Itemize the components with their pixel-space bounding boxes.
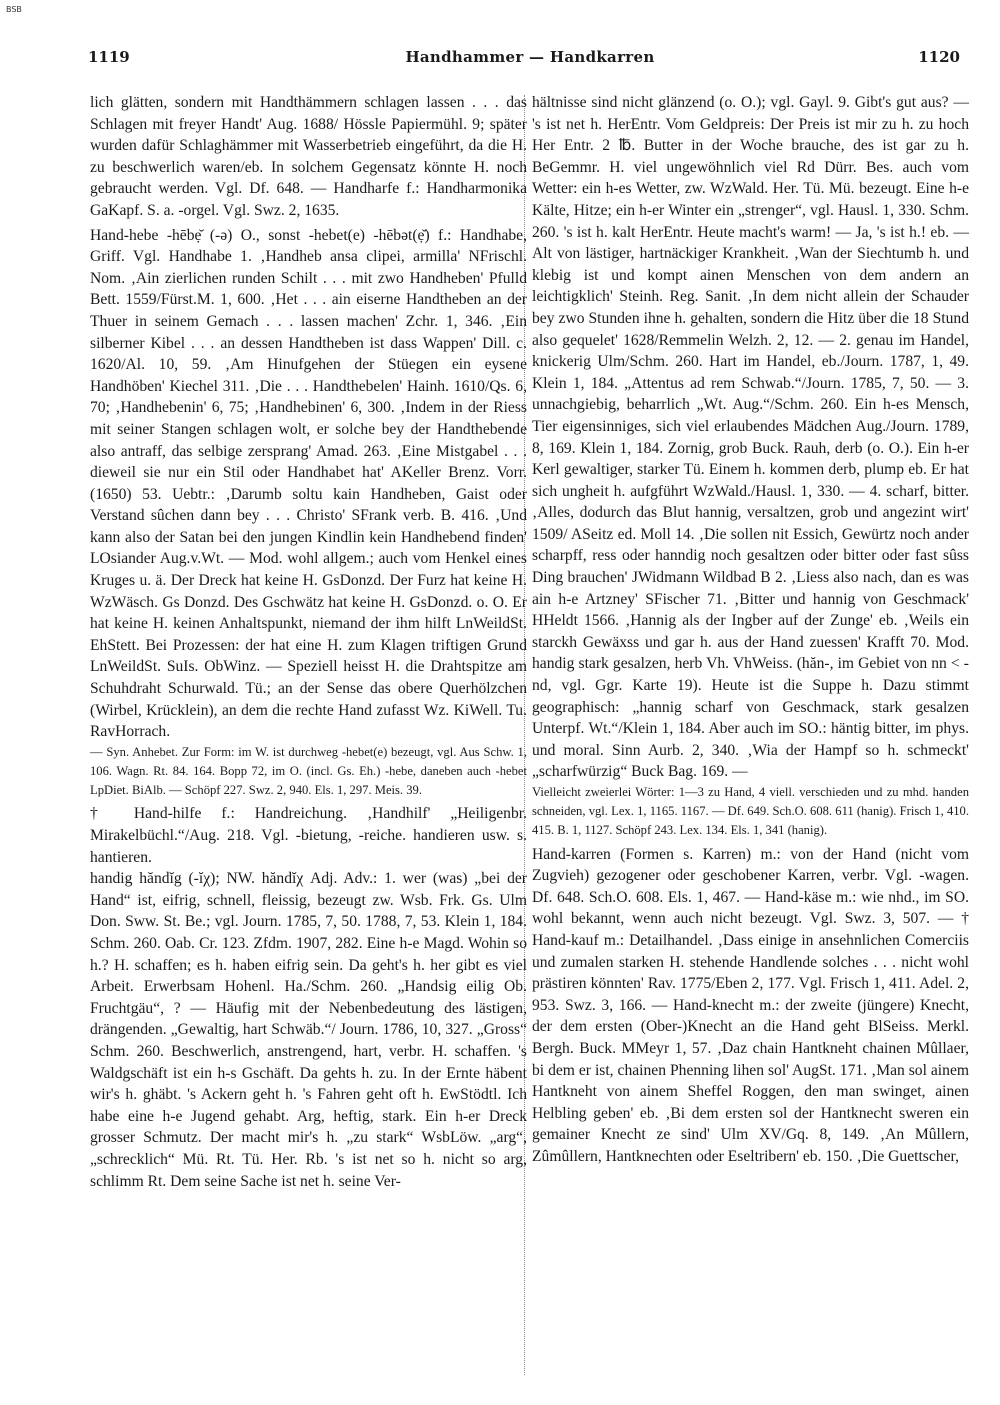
entry-hand-hilfe: † Hand-hilfe f.: Handreichung. ‚Handhilf' „Heiligenbr. Mirakelbüchl.“/Aug. 218. Vgl. -bietung, -reiche. handieren usw. s. hantieren.	[90, 805, 527, 866]
paragraph-handhammer-continued: lich glätten, sondern mit Handthämmern schlagen lassen . . . das Schlagen mit freyer Handt' Aug. 1688/ Hössle Papiermühl. 9; später wurden dafür Schlaghämmer mit Wasserbetrieb eingeführt, da die H. zu beschwerlich waren/eb. In solchem Gegensatz könnte H. noch gebraucht werden. Vgl. Df. 648. — Handharfe f.: Handharmonika GaKapf. S. a. -orgel. Vgl. Swz. 2, 1635.	[90, 94, 527, 219]
entry-hand-hebe: Hand-hebe -hēbẹ̆ (-ə) O., sonst -hebet(e) -hēbət(ẹ̆) f.: Handhabe, Griff. Vgl. Handhabe 1. ‚Handheb ansa clipei, armilla' NFrischl. Nom. ‚Ain zierlichen runden Schilt . . . mit zwo Handheben' Pfulld Bett. 1559/Fürst.M. 1, 600. ‚Het . . . ain eiserne Handtheben an der Thuer in seinem Gemach . . . lassen machen' Zchr. 1, 346. ‚Ein silberner Kibel . . . an dessen Handtheben ist dass Wappen' Dill. c. 1620/Al. 10, 59. ‚Am Hinufgehen der Stüegen ein eysene Handhöben' Kiechel 311. ‚Die . . . Handthebelen' Hainh. 1610/Qs. 6, 70; ‚Handhebenin' 6, 75; ‚Handhebinen' 6, 300. ‚Indem in der Riess mit seiner Stangen schlagen wolt, er solche bey der Handthebende also antraff, das selbige zersprang' Amad. 263. ‚Eine Mistgabel . . . dieweil sie nur ein Stil oder Handhabet hat' AKeller Brenz. Vorr. (1650) 53. Uebtr.: ‚Darumb soltu kain Handheben, Gaist oder Verstand sûchen dann bey . . . Christo' SFrank verb. B. 416. ‚Und kann also der Satan bei den jungen Kindlin kein Handhebend finden' LOsiander Aug.v.Wt. — Mod. wohl allgem.; auch vom Henkel eines Kruges u. ä. Der Dreck hat keine H. GsDonzd. Der Furz hat keine H. WzWäsch. Gs Donzd. Des Gschwätz hat keine H. GsDonzd. o. O. Er hat keine H. keinen Anhaltspunkt, niemand der ihm hilft LnWeildSt. EhStett. Bei Prozessen: der hat eine H. zum Klagen triftigen Grund LnWeildSt. SuIs. ObWinz. — Speziell heisst H. die Drahtspitze am Schuhdraht Schurwald. Tü.; an der Sense das obere Querhölzchen (Wirbel, Krücklein), an dem die rechte Hand zufasst Wz. KiWell. Tu. RavHorrach.	[90, 226, 527, 741]
left-page-number: 1119	[88, 48, 130, 66]
paragraph-handig-continued: hältnisse sind nicht glänzend (o. O.); vgl. Gayl. 9. Gibt's gut aus? — 's ist net h. HerEntr. Vom Geldpreis: Der Preis ist mir zu h. zu hoch Her Entr. 2 ℔. Butter in der Woche brauche, des ist gar zu h. BeGemmr. H. viel ungewöhnlich viel Rd Dürr. Bes. auch vom Wetter: ein h-es Wetter, zw. WzWald. Her. Tü. Mü. bezeugt. Eine h-e Kälte, Hitze; ein h-er Winter ein „strenger“, vgl. Hausl. 1, 330. Schm. 260. 's ist h. kalt HerEntr. Heute macht's warm! — Ja, 's ist h.! eb. — Alt von lästiger, hartnäckiger Krankheit. ‚Wan der Siechtumb h. und klebig ist und kompt ainen Menschen von dem andern an leichtigklich' Steinh. Reg. Sanit. ‚In dem nicht allein der Schauder bey zwo Stunden ihne h. gehalten, sondern die Hitz über die 18 Stund also gequelet' 1628/Remmelin Welzh. 2, 12. — 2. genau im Handel, knickerig Ulm/Schm. 260. Hart im Handel, eb./Journ. 1787, 1, 49. Klein 1, 184. „Attentus ad rem Schwab.“/Journ. 1785, 7, 50. — 3. unnachgiebig, beharrlich „Wt. Aug.“/Schm. 260. Ein h-es Mensch, Tier eigensinniges, sich viel erlaubendes Mädchen Aug./Journ. 1789, 8, 169. Klein 1, 184. Zornig, grob Buck. Rauh, derb (o. O.). Ein h-er Kerl gewaltiger, starker Tü. Einem h. kommen derb, plump eb. Er hat sich ungheit h. aufgführt WzWald./Hausl. 1, 330. — 4. scharf, bitter. ‚Alles, dodurch das Blut hannig, versaltzen, grob und angezint wirt' 1509/ ASeitz ed. Moll 14. ‚Die sollen nit Essich, Gewürtz noch ander scharpff, ress oder hanndig noch gesaltzen oder bitter oder fast sûss Ding brauchen' JWidmann Wildbad B 2. ‚Liess also nach, dan es was ain h-e Artzney' SFischer 71. ‚Bitter und hannig von Geschmack' HHeldt 1566. ‚Hannig als der Ingber auf der Zunge' eb. ‚Weils ein starckh Gewäxss und gar h. aus der Hand zuessen' Krafft 70. Mod. handig stark gesalzen, herb Vh. VhWeiss. (hăn-, im Gebiet von nn < -nd, vgl. Ggr. Karte 19). Heute ist die Suppe h. Dazu stimmt geographisch: „hannig scharf von Geschmack, stark gesalzen Unterpf. Wt.“/Klein 1, 184. Aber auch im SO.: häntig bitter, im phys. und moral. Sinn Aurb. 2, 340. ‚Wia der Hampf so h. schmeckt' „scharfwürzig“ Buck Bag. 169. —	[532, 94, 969, 781]
note-handig-etymology: Vielleicht zweierlei Wörter: 1—3 zu Hand, 4 viell. verschieden und zu mhd. handen schneiden, vgl. Lex. 1, 1165. 1167. — Df. 649. Sch.O. 608. 611 (hanig). Frisch 1, 410. 415. B. 1, 1127. Schöpf 243. Lex. 134. Els. 1, 341 (hanig).	[532, 785, 969, 838]
entry-handig: handig hăndĭg (-ĭχ); NW. hăndĭχ Adj. Adv.: 1. wer (was) „bei der Hand“ ist, eifrig, schnell, fleissig, bezeugt zw. Wsb. Frk. Gs. Ulm Don. Sww. St. Be.; vgl. Journ. 1785, 7, 50. 1788, 7, 53. Klein 1, 184. Schm. 260. Oab. Cr. 123. Zfdm. 1907, 282. Eine h-e Magd. Wohin so h.? H. schaffen; es h. haben eifrig sein. Da geht's h. her gibt es viel Arbeit. Erwerbsam Hohenl. Ha./Schm. 260. „Handsig eilig Ob. Fruchtgäu“, ? — Häufig mit der Nebenbedeutung des lästigen, drängenden. „Gewaltig, hart Schwäb.“/ Journ. 1786, 10, 327. „Gross“ Schm. 260. Beschwerlich, anstrengend, hart, verbr. H. schaffen. 's Waldgschäft ist ein h-s Gschäft. Da gehts h. zu. In der Ernte häbent wir's h. ghäbt. 's Ackern geht h. 's Fahren geht oft h. EwStödtl. Ich habe eine h-e Jugend gehabt. Arg, heftig, stark. Ein h-er Dreck grosser Schmutz. Der macht mir's h. „zu stark“ WsbLöw. „arg“, „schrecklich“ Mü. Rt. Tü. Her. Rb. 's ist net so h. nicht so arg, schlimm Rt. Dem seine Sache ist net h. seine Ver-	[90, 870, 527, 1190]
note-hand-hebe-syn: — Syn. Anhebet. Zur Form: im W. ist durchweg -hebet(e) bezeugt, vgl. Aus Schw. 1, 106. Wagn. Rt. 84. 164. Bopp 72, im O. (incl. Gs. Eh.) -hebe, daneben auch -hebet LpDiet. BiAlb. — Schöpf 227. Swz. 2, 940. Els. 1, 297. Meis. 39.	[90, 744, 527, 798]
left-column	[90, 92, 527, 1192]
right-column	[532, 92, 969, 1168]
entry-hand-karren: Hand-karren (Formen s. Karren) m.: von der Hand (nicht vom Zugvieh) gezogener oder geschobener Karren, verbr. Vgl. -wagen. Df. 648. Sch.O. 608. Els. 1, 467. — Hand-käse m.: wie nhd., im SO. wohl bekannt, wenn auch nicht bezeugt. Vgl. Swz. 3, 507. — † Hand-kauf m.: Detailhandel. ‚Dass einige in ansehnlichen Comerciis und zumalen starken H. stehende Handlende solches . . . nicht wohl prästiren könnten' Rav. 1775/Eben 2, 177. Vgl. Frisch 1, 411. Adel. 2, 953. Swz. 3, 166. — Hand-knecht m.: der zweite (jüngere) Knecht, der dem ersten (Ober-)Knecht an die Hand geht BlSeiss. Merkl. Bergh. Buck. MMeyr 1, 57. ‚Daz chain Hantkneht chainen Mûllaer, bi dem er ist, chainen Phenning lihen sol' AugSt. 171. ‚Man sol ainem Hantkneht von ainem Sheffel Roggen, den man swinget, ainen Helbling geben' eb. ‚Bi dem ersten sol der Hantknecht sweren ein gemainer Knecht ze sind' Ulm XV/Gq. 8, 149. ‚An Mûllern, Zûmûllern, Hantknechten oder Eseltribern' eb. 150. ‚Die Guettscher,	[532, 845, 969, 1165]
library-stamp: BSB	[6, 5, 22, 14]
running-title: Handhammer — Handkarren	[405, 48, 655, 66]
right-page-number: 1120	[918, 48, 960, 66]
